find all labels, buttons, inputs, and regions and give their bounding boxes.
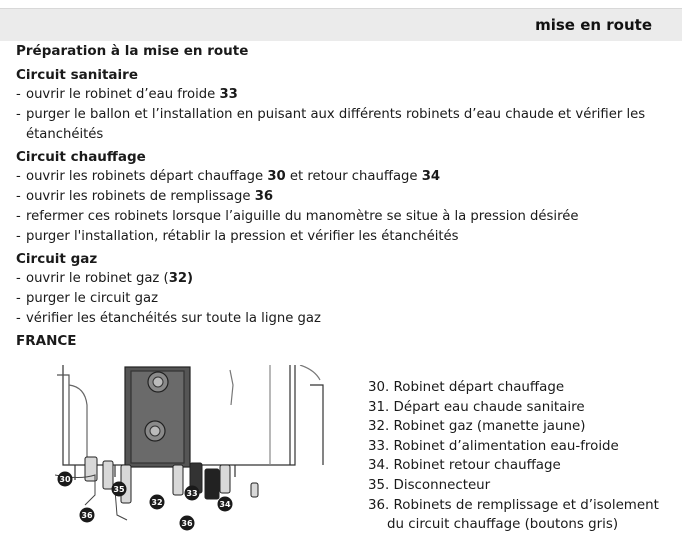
list-dash: - (16, 169, 21, 184)
list-dash: - (16, 311, 21, 326)
badge-34 (218, 497, 233, 512)
badge-label: 32 (151, 498, 163, 507)
legend-item: 36. Robinets de remplissage et d’isolement du circuit chauffage (boutons gris) (368, 497, 659, 533)
badge-33 (185, 486, 200, 501)
content (16, 40, 676, 350)
item-ref: 36 (254, 189, 274, 204)
list-item (16, 269, 676, 289)
list-dash: - (16, 291, 21, 306)
sanitaire-list (16, 85, 676, 145)
chauffage-list (16, 167, 676, 247)
badge-label: 30 (59, 475, 71, 484)
item-text: ouvrir les robinets de remplissage (26, 189, 255, 204)
badge-label: 36 (81, 511, 93, 520)
badge-36b (180, 516, 195, 531)
badge-36 (80, 508, 95, 523)
item-text: purger l'installation, rétablir la pression et vérifier les étanchéités (26, 229, 459, 244)
item-text: purger le circuit gaz (26, 291, 159, 306)
legend-item: 34. Robinet retour chauffage (368, 458, 561, 474)
boiler-drawing (55, 365, 355, 542)
item-text: ouvrir le robinet gaz ( (26, 271, 169, 286)
list-item (16, 289, 676, 309)
item-text: ouvrir le robinet d’eau froide (26, 87, 220, 102)
list-dash: - (16, 271, 21, 286)
legend-item: 32. Robinet gaz (manette jaune) (368, 419, 586, 435)
badge-label: 36 (181, 519, 193, 528)
list-dash: - (16, 87, 21, 102)
list-item (16, 105, 676, 145)
badge-30 (58, 472, 73, 487)
item-text: vérifier les étanchéités sur toute la ligne gaz (26, 311, 321, 326)
item-ref: 33 (219, 87, 238, 102)
legend (368, 378, 680, 535)
badge-label: 34 (219, 500, 231, 509)
gaz-heading: Circuit gaz (16, 251, 98, 267)
legend-item: 35. Disconnecteur (368, 477, 491, 493)
badge-35 (112, 482, 127, 497)
france-label: FRANCE (16, 333, 77, 349)
list-dash: - (16, 189, 21, 204)
header-title: mise en route (535, 16, 652, 34)
list-item (16, 187, 676, 207)
list-item (16, 207, 676, 227)
chauffage-heading: Circuit chauffage (16, 149, 146, 165)
badge-32 (150, 495, 165, 510)
list-dash: - (16, 229, 21, 244)
list-item (16, 167, 676, 187)
list-dash: - (16, 107, 21, 122)
badge-label: 33 (186, 489, 198, 498)
list-item (16, 227, 676, 247)
item-ref: 30 (267, 169, 286, 184)
item-ref: 34 (421, 169, 441, 184)
badge-label: 35 (113, 485, 125, 494)
gaz-list (16, 269, 676, 329)
item-text: refermer ces robinets lorsque l’aiguille du manomètre se situe à la pression désirée (26, 209, 579, 224)
item-text-mid: et retour chauffage (285, 169, 422, 184)
header-bar (0, 8, 682, 41)
sanitaire-heading: Circuit sanitaire (16, 67, 138, 83)
list-item (16, 309, 676, 329)
item-text: ouvrir les robinets départ chauffage (26, 169, 268, 184)
item-text: purger le ballon et l’installation en puisant aux différents robinets d’eau chaude et vérifier les étanchéités (26, 107, 646, 142)
section-title: Préparation à la mise en route (16, 43, 249, 59)
list-item (16, 85, 676, 105)
item-ref: 32) (168, 271, 194, 286)
boiler-illustration (55, 365, 355, 542)
legend-item: 33. Robinet d’alimentation eau-froide (368, 438, 619, 454)
list-dash: - (16, 209, 21, 224)
legend-item: 30. Robinet départ chauffage (368, 380, 565, 395)
legend-item: 31. Départ eau chaude sanitaire (368, 399, 585, 415)
